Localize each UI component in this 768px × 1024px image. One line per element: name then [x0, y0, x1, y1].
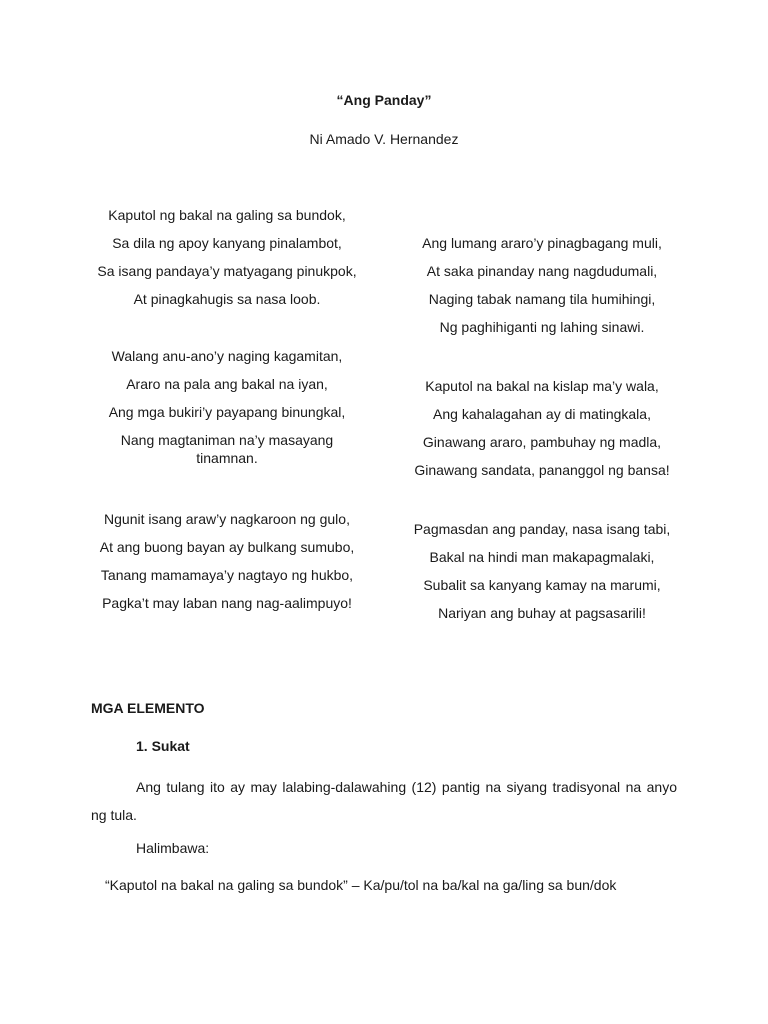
subsection-heading: 1. Sukat	[136, 738, 190, 754]
example-text: “Kaputol na bakal na galing sa bundok” – Ka/pu/tol na ba/kal na ga/ling sa bun/dok	[105, 877, 617, 893]
poem-line: Ang mga bukiri’y payapang binungkal,	[108, 404, 346, 420]
poem-line: Sa dila ng apoy kanyang pinalambot,	[112, 235, 342, 251]
poem-line: Kaputol na bakal na kislap ma’y wala,	[425, 378, 659, 394]
stanza	[397, 377, 687, 489]
poem-line: At pinagkahugis sa nasa loob.	[133, 291, 321, 307]
poem-line: Ang lumang araro’y pinagbagang muli,	[422, 235, 662, 251]
poem-author: Ni Amado V. Hernandez	[309, 131, 459, 147]
poem-line: Naging tabak namang tila humihingi,	[428, 291, 656, 307]
poem-line: Tanang mamamaya’y nagtayo ng hukbo,	[100, 567, 354, 583]
poem-line: Nang magtaniman na’y masayang tinamnan.	[120, 432, 334, 466]
body-paragraph	[91, 773, 677, 829]
poem-line: At ang buong bayan ay bulkang sumubo,	[99, 539, 355, 555]
poem-line: Araro na pala ang bakal na iyan,	[126, 376, 328, 392]
poem-line: Pagmasdan ang panday, nasa isang tabi,	[413, 521, 671, 537]
stanza	[82, 206, 372, 318]
example-label: Halimbawa:	[136, 840, 210, 856]
poem-line: Ginawang araro, pambuhay ng madla,	[422, 434, 662, 450]
poem-line: Pagka’t may laban nang nag-aalimpuyo!	[102, 595, 352, 611]
poem-line: Nariyan ang buhay at pagsasarili!	[438, 605, 646, 621]
poem-line: Sa isang pandaya’y matyagang pinukpok,	[97, 263, 357, 279]
poem-line: At saka pinanday nang nagdudumali,	[426, 263, 658, 279]
poem-line: Ginawang sandata, pananggol ng bansa!	[414, 462, 670, 478]
poem-title: “Ang Panday”	[336, 92, 432, 108]
poem-line: Bakal na hindi man makapagmalaki,	[429, 549, 655, 565]
poem-line: Kaputol ng bakal na galing sa bundok,	[108, 207, 346, 223]
poem-line: Walang anu-ano’y naging kagamitan,	[111, 348, 343, 364]
stanza	[397, 520, 687, 632]
section-heading: MGA ELEMENTO	[91, 700, 205, 716]
poem-line: Ang kahalagahan ay di matingkala,	[433, 406, 651, 422]
paragraph-text: Ang tulang ito ay may lalabing-dalawahing (12) pantig na siyang tradisyonal na anyo ng tula.	[91, 779, 677, 823]
stanza	[397, 234, 687, 346]
stanza	[82, 510, 372, 622]
poem-line: Ngunit isang araw’y nagkaroon ng gulo,	[104, 511, 350, 527]
poem-line: Subalit sa kanyang kamay na marumi,	[423, 577, 661, 593]
stanza	[82, 347, 372, 477]
poem-line: Ng paghihiganti ng lahing sinawi.	[439, 319, 645, 335]
